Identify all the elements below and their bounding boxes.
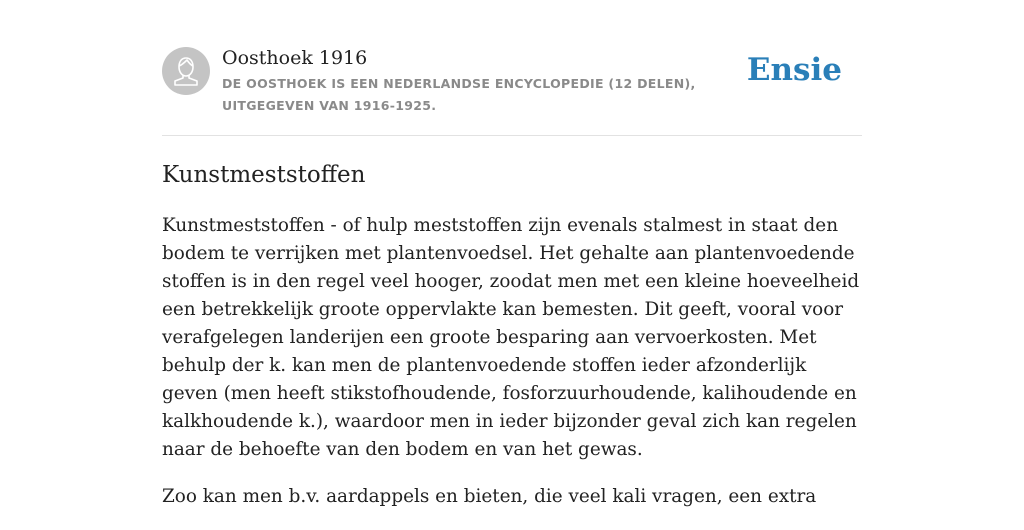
article-body bbox=[162, 212, 862, 530]
source-info bbox=[222, 45, 762, 117]
user-icon bbox=[162, 47, 210, 95]
article-paragraph: Zoo kan men b.v. aardappels en bieten, die veel kali vragen, een extra bbox=[162, 486, 817, 507]
source-avatar[interactable] bbox=[162, 47, 210, 95]
source-header bbox=[162, 0, 862, 136]
source-description: DE OOSTHOEK IS EEN NEDERLANDSE ENCYCLOPEDIE (12 DELEN), UITGEGEVEN VAN 1916-1925. bbox=[222, 76, 696, 113]
page bbox=[162, 0, 862, 507]
ensie-logo-link[interactable]: Ensie bbox=[746, 52, 842, 88]
article-paragraph: Kunstmeststoffen - of hulp meststoffen zijn evenals stalmest in staat den bodem te verrijken met plantenvoedsel. Het gehalte aan plantenvoedende stoffen is in den regel veel hooger, zoodat men met een kleine hoeveelheid een betrekkelijk groote oppervlakte kan bemesten. Dit geeft, vooral voor verafgelegen landerijen een groote besparing aan vervoerkosten. Met behulp der k. kan men de plantenvoedende stoffen ieder afzonderlijk geven (men heeft stikstofhoudende, fosforzuurhoudende, kalihoudende en kalkhoudende k.), waardoor men in ieder bijzonder geval zich kan regelen naar de behoefte van den bodem en van het gewas. bbox=[162, 215, 860, 460]
source-title[interactable]: Oosthoek 1916 bbox=[222, 47, 368, 69]
article-title: Kunstmeststoffen bbox=[162, 162, 366, 188]
